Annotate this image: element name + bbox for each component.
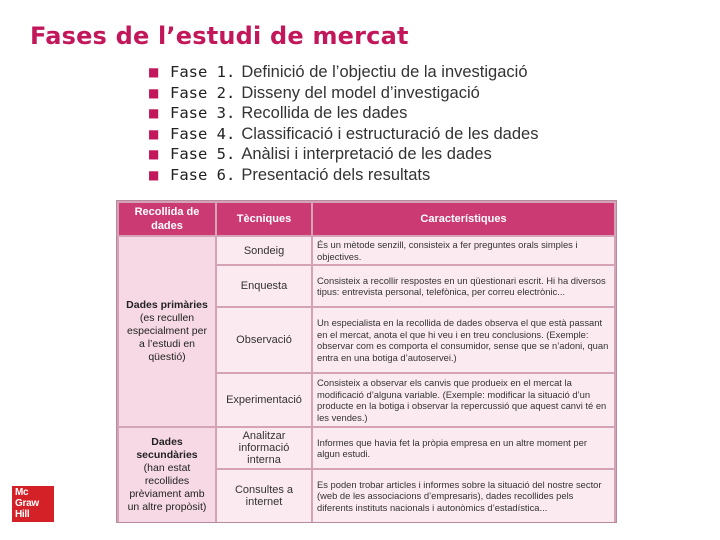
category-title: Dades secundàries (136, 436, 198, 461)
phase-number: Fase 1. (170, 63, 236, 81)
phase-number: Fase 3. (170, 104, 236, 122)
mcgraw-hill-logo (12, 486, 54, 522)
technique-cell: Enquesta (217, 266, 311, 306)
bullet-icon: ■ (148, 65, 160, 79)
category-note: (es recullen especialment per a l’estudi en qüestió) (127, 312, 207, 363)
list-item (148, 165, 538, 186)
phase-description: Presentació dels resultats (241, 165, 431, 184)
logo-line: Hill (15, 509, 30, 520)
bullet-icon: ■ (148, 106, 160, 120)
technique-cell: Analitzar informació interna (217, 428, 311, 468)
data-collection-table (116, 200, 617, 523)
phase-number: Fase 6. (170, 165, 236, 184)
technique-cell: Consultes a internet (217, 470, 311, 522)
technique-cell: Observació (217, 308, 311, 372)
description-cell: Consisteix a recollir respostes en un qüestionari escrit. Hi ha diversos tipus: entrevista personal, telefònica, per correu electrònic... (313, 266, 614, 306)
page-title: Fases de l’estudi de mercat (30, 22, 409, 50)
technique-cell: Experimentació (217, 374, 311, 426)
phases-list (148, 62, 538, 185)
list-item (148, 62, 538, 83)
header-characteristics: Característiques (313, 203, 614, 235)
description-cell: Un especialista en la recollida de dades observa el que està passant en el mercat, anota el que hi veu i en treu conclusions. (Exemple: observar com es comporta el consumidor, sense que se n’adoni, quan entra en una botiga d’autoservei.) (313, 308, 614, 372)
bullet-icon: ■ (148, 167, 160, 182)
header-techniques: Tècniques (217, 203, 311, 235)
phase-description: Disseny del model d’investigació (241, 83, 480, 102)
bullet-icon: ■ (148, 126, 160, 141)
phase-number: Fase 5. (170, 145, 236, 163)
description-cell: Es poden trobar articles i informes sobre la situació del nostre sector (web de les associacions d’empresaris), dades recollides pels diferents instituts nacionals i autonòmics d’estadística... (313, 470, 614, 522)
list-item (148, 124, 538, 145)
phase-description: Classificació i estructuració de les dades (241, 124, 539, 143)
logo-line: Mc (15, 487, 29, 498)
bullet-icon: ■ (148, 85, 160, 100)
phase-number: Fase 2. (170, 83, 236, 102)
phase-number: Fase 4. (170, 124, 236, 143)
phase-description: Anàlisi i interpretació de les dades (241, 145, 492, 163)
logo-line: Graw (15, 498, 39, 509)
technique-cell: Sondeig (217, 237, 311, 264)
phase-description: Recollida de les dades (241, 104, 408, 122)
category-secondary-data (119, 428, 215, 522)
description-cell: Informes que havia fet la pròpia empresa en un altre moment per algun estudi. (313, 428, 614, 468)
phase-description: Definició de l’objectiu de la investigació (241, 63, 528, 81)
bullet-icon: ■ (148, 147, 160, 161)
header-data-collection: Recollida de dades (119, 203, 215, 235)
category-primary-data (119, 237, 215, 426)
list-item (148, 144, 538, 165)
description-cell: És un mètode senzill, consisteix a fer preguntes orals simples i objectives. (313, 237, 614, 264)
list-item (148, 103, 538, 124)
description-cell: Consisteix a observar els canvis que produeix en el mercat la modificació d’alguna variable. (Exemple: modificar la situació d’un producte en la botiga i observar la repercussió que aquest canvi té en les vendes.) (313, 374, 614, 426)
category-title: Dades primàries (126, 299, 208, 311)
list-item (148, 83, 538, 104)
category-note: (han estat recollides prèviament amb un altre propòsit) (127, 462, 207, 513)
